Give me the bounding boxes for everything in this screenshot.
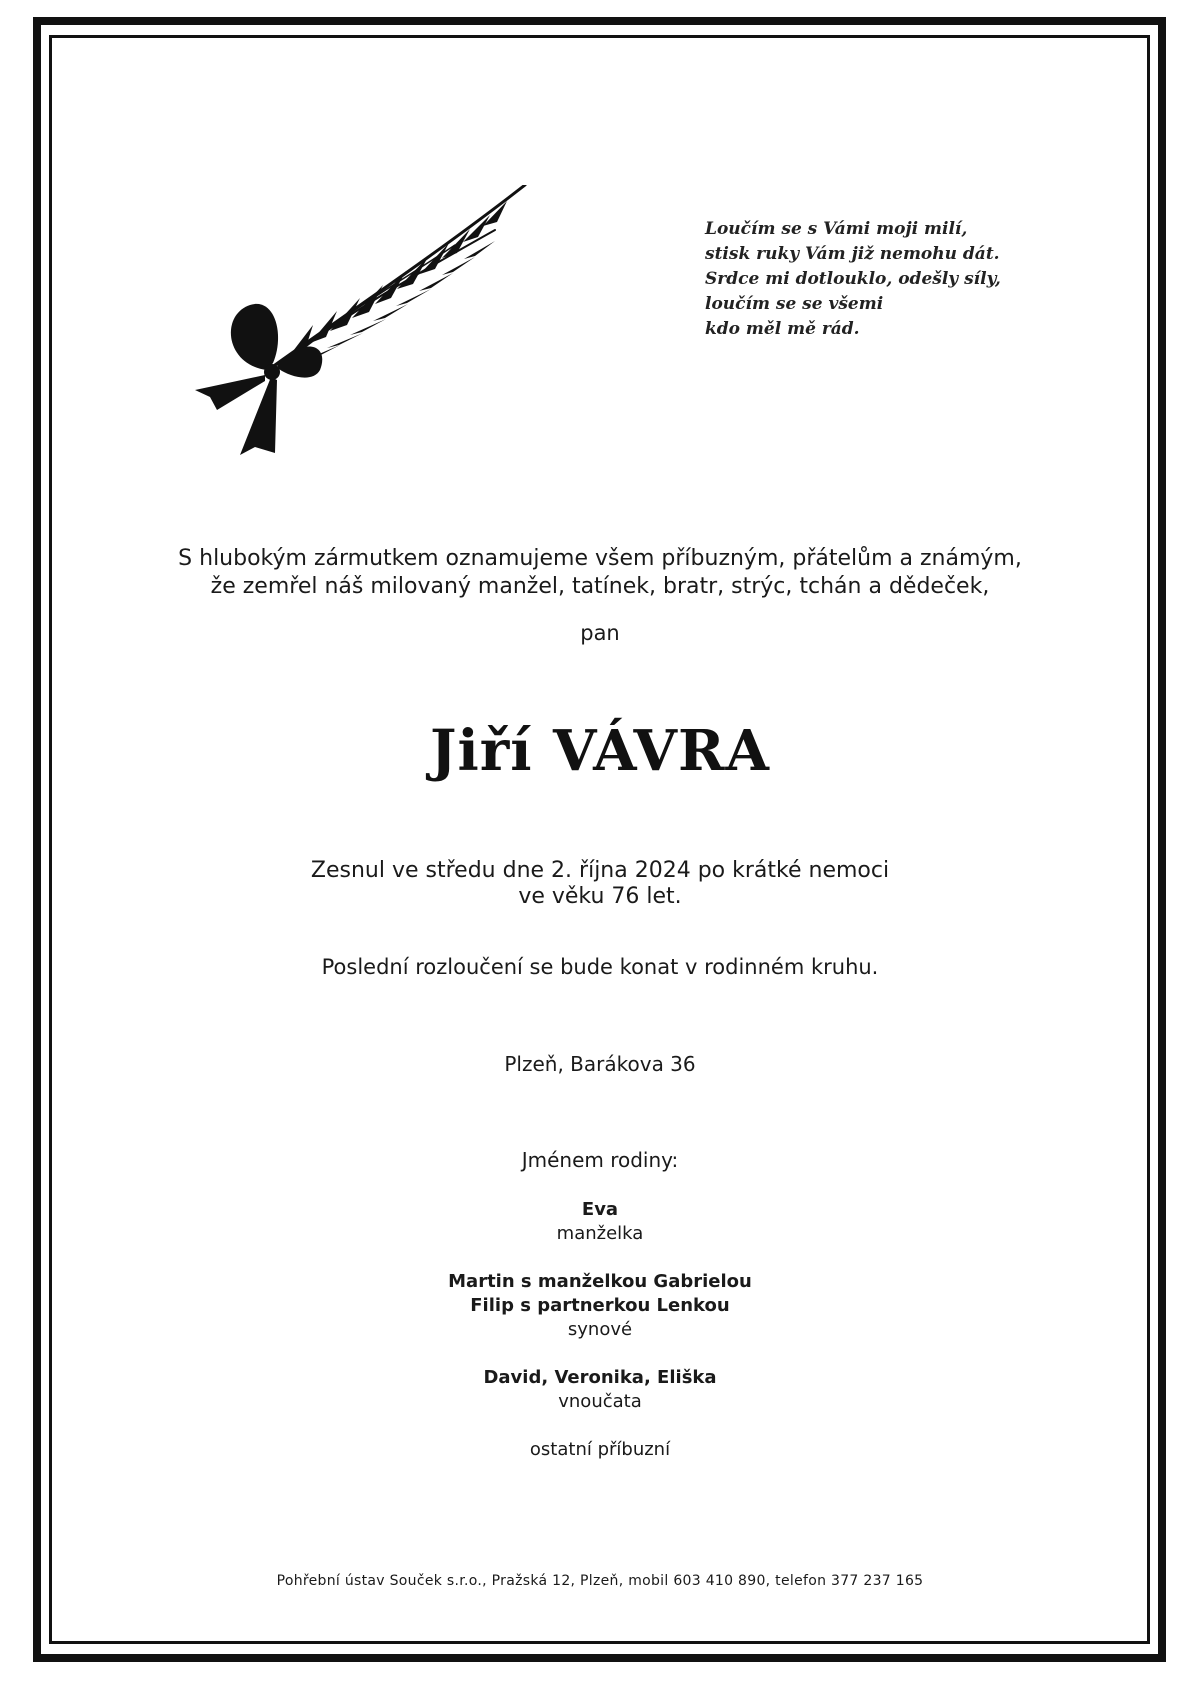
announcement-line-1: S hlubokým zármutkem oznamujeme všem příbuzným, přátelům a známým, (178, 546, 1022, 571)
deceased-name: Jiří VÁVRA (430, 718, 770, 784)
palm-branch-with-ribbon-icon (195, 185, 535, 465)
son-1: Martin s manželkou Gabrielou (448, 1271, 752, 1292)
verse-line: stisk ruky Vám již nemohu dát. (705, 244, 1000, 264)
verse-line: kdo měl mě rád. (705, 319, 860, 339)
funeral-home-footer: Pohřební ústav Souček s.r.o., Pražská 12, Plzeň, mobil 603 410 890, telefon 377 237 165 (276, 1573, 924, 1589)
spouse-name: Eva (581, 1199, 619, 1220)
salutation: pan (580, 621, 620, 645)
death-info-line-2: ve věku 76 let. (518, 884, 682, 909)
farewell-notice: Poslední rozloučení se bude konat v rodinném kruhu. (321, 955, 879, 979)
address: Plzeň, Barákova 36 (504, 1052, 696, 1076)
grandchildren-role: vnoučata (558, 1391, 642, 1412)
verse-line: Srdce mi dotlouklo, odešly síly, (705, 269, 1001, 289)
verse-line: loučím se se všemi (705, 294, 884, 314)
announcement (0, 545, 1200, 601)
spouse-role: manželka (556, 1223, 644, 1244)
grandchildren-names: David, Veronika, Eliška (483, 1367, 717, 1388)
other-relatives: ostatní příbuzní (529, 1439, 671, 1460)
farewell-verse (705, 217, 1001, 342)
sons-role: synové (567, 1319, 633, 1340)
verse-line: Loučím se s Vámi moji milí, (705, 219, 968, 239)
on-behalf-of-family: Jménem rodiny: (521, 1148, 679, 1172)
son-2: Filip s partnerkou Lenkou (470, 1295, 730, 1316)
family-list (0, 1198, 1200, 1462)
death-info (0, 858, 1200, 910)
announcement-line-2: že zemřel náš milovaný manžel, tatínek, bratr, strýc, tchán a dědeček, (210, 574, 990, 599)
death-info-line-1: Zesnul ve středu dne 2. října 2024 po krátké nemoci (310, 858, 890, 883)
